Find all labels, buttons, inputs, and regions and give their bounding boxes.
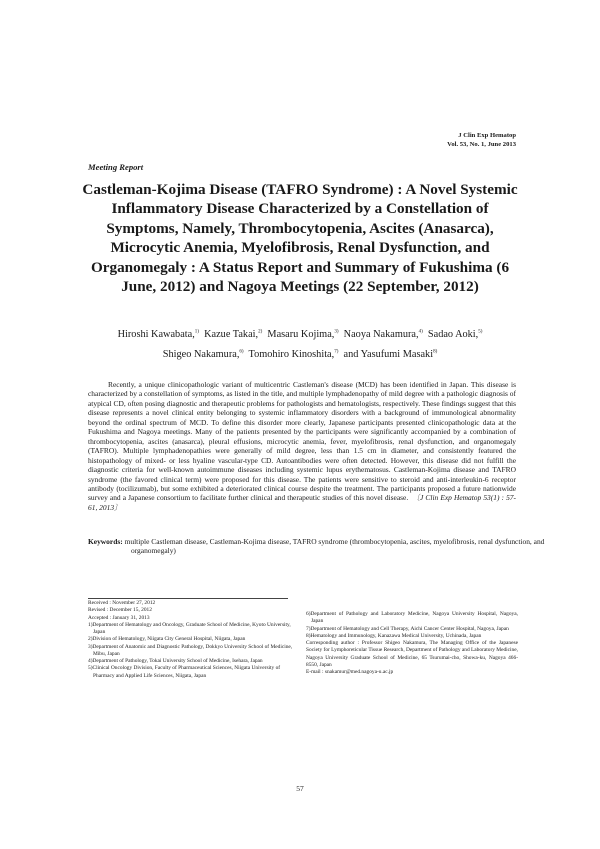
abstract: [88, 380, 516, 512]
received-date: Received : November 27, 2012: [88, 600, 156, 606]
affiliation: 3)Department of Anatomic and Diagnostic Pathology, Dokkyo University School of Medicine, Mibu, Japan: [88, 643, 293, 657]
citation: 〔J Clin Exp Hematop 53(1) : 57-61, 2013〕: [88, 493, 516, 512]
author: and Yasufumi Masaki$^{8)}$: [343, 348, 438, 360]
affiliation: 6)Department of Pathology and Laboratory Medicine, Nagoya University Hospital, Nagoya, Japan: [306, 611, 518, 625]
affiliation: 2)Division of Hematology, Niigata City General Hospital, Niigata, Japan: [88, 636, 246, 643]
author: Shigeo Nakamura,$^{6)}$: [162, 348, 244, 360]
author: Hiroshi Kawabata,$^{1)}$: [117, 329, 199, 340]
journal-header: [447, 131, 516, 149]
author: Masaru Kojima,$^{3)}$: [267, 329, 339, 340]
keywords-label: Keywords:: [88, 537, 123, 546]
section-label: Meeting Report: [88, 162, 144, 172]
article-title: Castleman-Kojima Disease (TAFRO Syndrome) : A Novel Systemic Inflammatory Disease Characterized by a Constellation of Symptoms, Namely, Thrombocytopenia, Ascites (Anasarca), Microcytic Anemia, Myelofibrosis, Renal Dysfunction, and Organomegaly : A Status Report and Summary of Fukushima (6 June, 2012) and Nagoya Meetings (22 September, 2012): [82, 181, 518, 296]
keywords-text: multiple Castleman disease, Castleman-Kojima disease, TAFRO syndrome (thrombocytopenia, ascites, myelofibrosis, renal dysfunction, and organomegaly): [124, 537, 545, 556]
footnotes-right: [306, 611, 518, 676]
affiliation: 7)Department of Hematology and Cell Therapy, Aichi Cancer Center Hospital, Nagoya, Japan: [306, 625, 509, 632]
email: E-mail : snakamur@med.nagoya-u.ac.jp: [306, 669, 394, 675]
page-number: 57: [296, 784, 304, 793]
author: Kazue Takai,$^{2)}$: [204, 329, 263, 340]
affiliation: 4)Department of Pathology, Tokai University School of Medicine, Isehara, Japan: [88, 658, 263, 664]
affiliation: 1)Department of Hematology and Oncology, Graduate School of Medicine, Kyoto University, Japan: [88, 621, 291, 635]
footnote-divider: [88, 598, 288, 599]
journal-volume: Vol. 53, No. 1, June 2013: [447, 141, 516, 148]
author: Sadao Aoki,$^{5)}$: [427, 329, 483, 340]
author: Tomohiro Kinoshita,$^{7)}$: [248, 348, 339, 360]
affiliation: 8)Hematology and Immunology, Kanazawa Medical University, Uchinada, Japan: [306, 632, 482, 639]
author-list: [80, 325, 520, 364]
abstract-text: Recently, a unique clinicopathologic variant of multicentric Castleman's disease (MCD) has been identified in Japan. This disease is characterized by a constellation of symptoms, as listed in the title, and multiple lymphadenopathy of mild degree with a pathologic diagnosis of atypical CD, often posing diagnostic and therapeutic problems for pathologists and hematologists, respectively. These findings suggest that this disease represents a novel clinical entity belonging to systemic inflammatory disorders with a background of immunological abnormality beyond the ordinal spectrum of MCD. To define this disorder more clearly, Japanese participants presented clinicopathologic data at the Fukushima and Nagoya meetings. Many of the patients presented by the participants were significantly accompanied by a combination of thrombocytopenia, ascites (anasarca), pleural effusions, microcytic anemia, fever, myelofibrosis, renal dysfunction, and organomegaly (TAFRO). Multiple lymphadenopathies were generally of mild degree, less than 1.5 cm in diameter, and consistently featured the histopathology of mixed- or less hyaline vascular-type CD. Autoantibodies were often detected. However, this disease did not fulfill the diagnostic criteria for well-known autoimmune diseases including systemic lupus erythematosus. Castleman-Kojima disease and TAFRO syndrome (the favored clinical term) were proposed for this disease. The patients were sensitive to steroid and anti-interleukin-6 receptor antibody (tocilizumab), but some exhibited a deteriorated clinical course despite the treatment. The participants proposed a future nationwide survey and a Japanese consortium to facilitate further clinical and therapeutic studies of this novel disease.: [88, 380, 516, 503]
affiliation: 5)Clinical Oncology Division, Faculty of Pharmaceutical Sciences, Niigata University of Pharmacy and Applied Life Sciences, Niigata, Japan: [88, 665, 281, 679]
journal-name: J Clin Exp Hematop: [458, 132, 516, 139]
keywords: [88, 537, 559, 556]
corresponding-author: Corresponding author : Professor Shigeo Nakamura, The Managing Office of the Japanese Society for Lymphoreticular Tissue Research, Department of Pathology and Laboratory Medicine, Nagoya University Graduate School of Medicine, 65 Tsurumai-cho, Showa-ku, Nagoya 466-8550, Japan: [306, 640, 518, 668]
author: Naoya Nakamura,$^{4)}$: [343, 329, 423, 340]
revised-date: Revised : December 15, 2012: [88, 607, 152, 614]
footnotes-left: [88, 600, 296, 680]
accepted-date: Accepted : January 31, 2013: [88, 614, 150, 621]
